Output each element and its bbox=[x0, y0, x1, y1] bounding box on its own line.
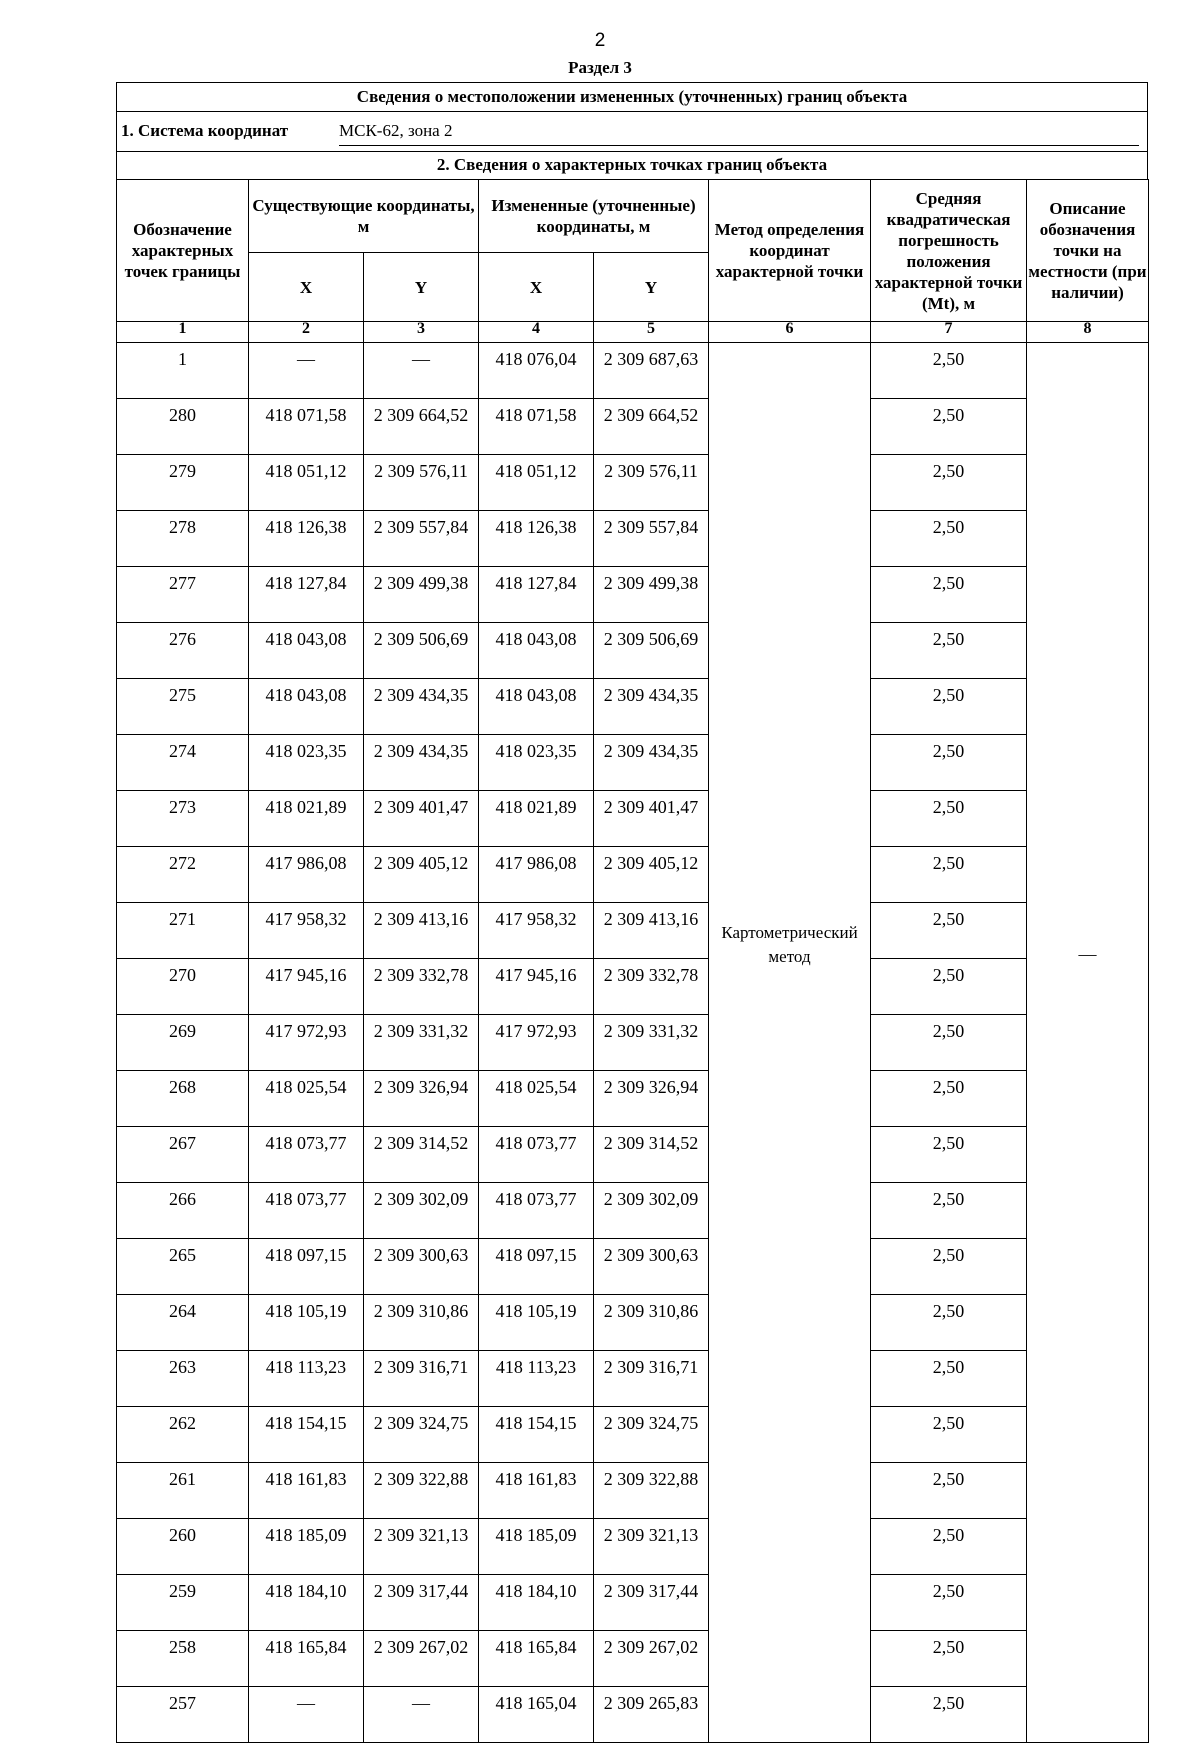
error-cell: 2,50 bbox=[871, 343, 1027, 399]
header-changed-y: Y bbox=[594, 253, 709, 322]
header-existing: Существующие координаты, м bbox=[249, 180, 479, 253]
header-changed-x: X bbox=[479, 253, 594, 322]
point-cell: 265 bbox=[117, 1239, 249, 1295]
point-cell: 269 bbox=[117, 1015, 249, 1071]
existing-y-cell: 2 309 506,69 bbox=[364, 623, 479, 679]
changed-x-cell: 418 184,10 bbox=[479, 1575, 594, 1631]
table-row bbox=[117, 1239, 1149, 1295]
error-cell: 2,50 bbox=[871, 1575, 1027, 1631]
header-error: Средняя квадратическая погрешность положения характерной точки (Mt), м bbox=[871, 180, 1027, 322]
points-title: 2. Сведения о характерных точках границ объекта bbox=[116, 151, 1148, 179]
error-cell: 2,50 bbox=[871, 1351, 1027, 1407]
existing-x-cell: — bbox=[249, 343, 364, 399]
table-row bbox=[117, 1519, 1149, 1575]
changed-x-cell: 418 154,15 bbox=[479, 1407, 594, 1463]
changed-y-cell: 2 309 316,71 bbox=[594, 1351, 709, 1407]
existing-y-cell: 2 309 300,63 bbox=[364, 1239, 479, 1295]
existing-x-cell: 418 165,84 bbox=[249, 1631, 364, 1687]
point-cell: 268 bbox=[117, 1071, 249, 1127]
point-cell: 261 bbox=[117, 1463, 249, 1519]
table-row bbox=[117, 1071, 1149, 1127]
changed-y-cell: 2 309 314,52 bbox=[594, 1127, 709, 1183]
error-cell: 2,50 bbox=[871, 455, 1027, 511]
point-cell: 278 bbox=[117, 511, 249, 567]
error-cell: 2,50 bbox=[871, 1407, 1027, 1463]
changed-x-cell: 418 051,12 bbox=[479, 455, 594, 511]
error-cell: 2,50 bbox=[871, 1687, 1027, 1743]
table-row bbox=[117, 1687, 1149, 1743]
changed-x-cell: 418 165,84 bbox=[479, 1631, 594, 1687]
header-existing-y: Y bbox=[364, 253, 479, 322]
table-row bbox=[117, 791, 1149, 847]
changed-y-cell: 2 309 434,35 bbox=[594, 735, 709, 791]
existing-y-cell: 2 309 332,78 bbox=[364, 959, 479, 1015]
point-cell: 267 bbox=[117, 1127, 249, 1183]
changed-y-cell: 2 309 267,02 bbox=[594, 1631, 709, 1687]
existing-y-cell: 2 309 324,75 bbox=[364, 1407, 479, 1463]
existing-y-cell: 2 309 434,35 bbox=[364, 735, 479, 791]
existing-y-cell: 2 309 310,86 bbox=[364, 1295, 479, 1351]
header-point: Обозначение характерных точек границы bbox=[117, 180, 249, 322]
existing-x-cell: 418 021,89 bbox=[249, 791, 364, 847]
existing-x-cell: 417 986,08 bbox=[249, 847, 364, 903]
error-cell: 2,50 bbox=[871, 1071, 1027, 1127]
column-number: 5 bbox=[594, 322, 709, 343]
existing-y-cell: — bbox=[364, 343, 479, 399]
changed-y-cell: 2 309 499,38 bbox=[594, 567, 709, 623]
changed-y-cell: 2 309 401,47 bbox=[594, 791, 709, 847]
existing-x-cell: 418 071,58 bbox=[249, 399, 364, 455]
changed-x-cell: 418 076,04 bbox=[479, 343, 594, 399]
changed-x-cell: 417 986,08 bbox=[479, 847, 594, 903]
changed-y-cell: 2 309 506,69 bbox=[594, 623, 709, 679]
changed-x-cell: 418 161,83 bbox=[479, 1463, 594, 1519]
method-cell bbox=[709, 343, 871, 1743]
existing-x-cell: 418 184,10 bbox=[249, 1575, 364, 1631]
changed-x-cell: 417 958,32 bbox=[479, 903, 594, 959]
block-title: Сведения о местоположении измененных (уточненных) границ объекта bbox=[116, 82, 1148, 111]
changed-y-cell: 2 309 310,86 bbox=[594, 1295, 709, 1351]
table-row bbox=[117, 903, 1149, 959]
existing-y-cell: 2 309 499,38 bbox=[364, 567, 479, 623]
changed-y-cell: 2 309 687,63 bbox=[594, 343, 709, 399]
point-cell: 272 bbox=[117, 847, 249, 903]
existing-y-cell: 2 309 326,94 bbox=[364, 1071, 479, 1127]
changed-y-cell: 2 309 302,09 bbox=[594, 1183, 709, 1239]
changed-y-cell: 2 309 300,63 bbox=[594, 1239, 709, 1295]
table-row bbox=[117, 1351, 1149, 1407]
error-cell: 2,50 bbox=[871, 1239, 1027, 1295]
point-cell: 280 bbox=[117, 399, 249, 455]
changed-x-cell: 418 071,58 bbox=[479, 399, 594, 455]
changed-y-cell: 2 309 317,44 bbox=[594, 1575, 709, 1631]
table-row bbox=[117, 1127, 1149, 1183]
existing-x-cell: 418 113,23 bbox=[249, 1351, 364, 1407]
existing-x-cell: 418 097,15 bbox=[249, 1239, 364, 1295]
description-cell bbox=[1027, 343, 1149, 1743]
column-number: 8 bbox=[1027, 322, 1149, 343]
column-number: 6 bbox=[709, 322, 871, 343]
coord-system-value: МСК-62, зона 2 bbox=[339, 121, 453, 140]
existing-x-cell: 418 161,83 bbox=[249, 1463, 364, 1519]
point-cell: 262 bbox=[117, 1407, 249, 1463]
column-number: 3 bbox=[364, 322, 479, 343]
existing-x-cell: 417 945,16 bbox=[249, 959, 364, 1015]
column-number: 7 bbox=[871, 322, 1027, 343]
point-cell: 279 bbox=[117, 455, 249, 511]
error-cell: 2,50 bbox=[871, 567, 1027, 623]
existing-y-cell: 2 309 576,11 bbox=[364, 455, 479, 511]
error-cell: 2,50 bbox=[871, 959, 1027, 1015]
existing-y-cell: 2 309 302,09 bbox=[364, 1183, 479, 1239]
table-row bbox=[117, 1015, 1149, 1071]
table-row bbox=[117, 1183, 1149, 1239]
existing-x-cell: 418 051,12 bbox=[249, 455, 364, 511]
table-row bbox=[117, 679, 1149, 735]
header-description: Описание обозначения точки на местности (при наличии) bbox=[1027, 180, 1149, 322]
table-row bbox=[117, 623, 1149, 679]
existing-y-cell: 2 309 664,52 bbox=[364, 399, 479, 455]
existing-y-cell: 2 309 405,12 bbox=[364, 847, 479, 903]
changed-x-cell: 418 021,89 bbox=[479, 791, 594, 847]
changed-x-cell: 418 073,77 bbox=[479, 1183, 594, 1239]
changed-y-cell: 2 309 322,88 bbox=[594, 1463, 709, 1519]
table-row bbox=[117, 735, 1149, 791]
existing-x-cell: 417 958,32 bbox=[249, 903, 364, 959]
existing-y-cell: 2 309 413,16 bbox=[364, 903, 479, 959]
table-row bbox=[117, 1407, 1149, 1463]
point-cell: 1 bbox=[117, 343, 249, 399]
existing-y-cell: 2 309 557,84 bbox=[364, 511, 479, 567]
changed-y-cell: 2 309 324,75 bbox=[594, 1407, 709, 1463]
page-number: 2 bbox=[594, 30, 606, 51]
error-cell: 2,50 bbox=[871, 791, 1027, 847]
changed-y-cell: 2 309 332,78 bbox=[594, 959, 709, 1015]
error-cell: 2,50 bbox=[871, 399, 1027, 455]
table-row bbox=[117, 959, 1149, 1015]
error-cell: 2,50 bbox=[871, 847, 1027, 903]
header-existing-x: X bbox=[249, 253, 364, 322]
changed-x-cell: 418 097,15 bbox=[479, 1239, 594, 1295]
changed-y-cell: 2 309 413,16 bbox=[594, 903, 709, 959]
section-title: Раздел 3 bbox=[568, 58, 632, 77]
point-cell: 266 bbox=[117, 1183, 249, 1239]
changed-x-cell: 418 023,35 bbox=[479, 735, 594, 791]
point-cell: 273 bbox=[117, 791, 249, 847]
changed-y-cell: 2 309 557,84 bbox=[594, 511, 709, 567]
changed-x-cell: 417 945,16 bbox=[479, 959, 594, 1015]
changed-y-cell: 2 309 331,32 bbox=[594, 1015, 709, 1071]
point-cell: 263 bbox=[117, 1351, 249, 1407]
changed-y-cell: 2 309 576,11 bbox=[594, 455, 709, 511]
changed-y-cell: 2 309 405,12 bbox=[594, 847, 709, 903]
changed-y-cell: 2 309 265,83 bbox=[594, 1687, 709, 1743]
existing-x-cell: — bbox=[249, 1687, 364, 1743]
table-row bbox=[117, 1295, 1149, 1351]
table-row bbox=[117, 567, 1149, 623]
point-cell: 277 bbox=[117, 567, 249, 623]
changed-x-cell: 418 126,38 bbox=[479, 511, 594, 567]
error-cell: 2,50 bbox=[871, 1015, 1027, 1071]
changed-x-cell: 418 185,09 bbox=[479, 1519, 594, 1575]
table-row bbox=[117, 847, 1149, 903]
description-value: — bbox=[1078, 944, 1097, 964]
coord-system-row bbox=[116, 111, 1148, 151]
table-row bbox=[117, 1631, 1149, 1687]
changed-x-cell: 418 105,19 bbox=[479, 1295, 594, 1351]
existing-y-cell: 2 309 267,02 bbox=[364, 1631, 479, 1687]
changed-y-cell: 2 309 321,13 bbox=[594, 1519, 709, 1575]
changed-y-cell: 2 309 664,52 bbox=[594, 399, 709, 455]
changed-x-cell: 418 025,54 bbox=[479, 1071, 594, 1127]
changed-x-cell: 418 113,23 bbox=[479, 1351, 594, 1407]
point-cell: 274 bbox=[117, 735, 249, 791]
existing-y-cell: 2 309 317,44 bbox=[364, 1575, 479, 1631]
existing-y-cell: 2 309 322,88 bbox=[364, 1463, 479, 1519]
point-cell: 260 bbox=[117, 1519, 249, 1575]
existing-x-cell: 418 043,08 bbox=[249, 679, 364, 735]
existing-y-cell: 2 309 401,47 bbox=[364, 791, 479, 847]
error-cell: 2,50 bbox=[871, 1631, 1027, 1687]
column-number: 2 bbox=[249, 322, 364, 343]
existing-x-cell: 418 073,77 bbox=[249, 1183, 364, 1239]
header-method: Метод определения координат характерной точки bbox=[709, 180, 871, 322]
existing-y-cell: 2 309 314,52 bbox=[364, 1127, 479, 1183]
error-cell: 2,50 bbox=[871, 623, 1027, 679]
existing-x-cell: 418 023,35 bbox=[249, 735, 364, 791]
point-cell: 264 bbox=[117, 1295, 249, 1351]
existing-y-cell: 2 309 331,32 bbox=[364, 1015, 479, 1071]
error-cell: 2,50 bbox=[871, 1295, 1027, 1351]
point-cell: 270 bbox=[117, 959, 249, 1015]
table-row bbox=[117, 1575, 1149, 1631]
point-cell: 257 bbox=[117, 1687, 249, 1743]
table-row bbox=[117, 455, 1149, 511]
existing-y-cell: 2 309 316,71 bbox=[364, 1351, 479, 1407]
changed-x-cell: 417 972,93 bbox=[479, 1015, 594, 1071]
changed-x-cell: 418 165,04 bbox=[479, 1687, 594, 1743]
error-cell: 2,50 bbox=[871, 1519, 1027, 1575]
header-changed: Измененные (уточненные) координаты, м bbox=[479, 180, 709, 253]
existing-x-cell: 418 025,54 bbox=[249, 1071, 364, 1127]
existing-x-cell: 418 105,19 bbox=[249, 1295, 364, 1351]
error-cell: 2,50 bbox=[871, 679, 1027, 735]
existing-y-cell: — bbox=[364, 1687, 479, 1743]
existing-x-cell: 418 154,15 bbox=[249, 1407, 364, 1463]
method-value: Картометрический метод bbox=[721, 923, 858, 966]
existing-x-cell: 418 073,77 bbox=[249, 1127, 364, 1183]
table-row bbox=[117, 511, 1149, 567]
error-cell: 2,50 bbox=[871, 511, 1027, 567]
point-cell: 276 bbox=[117, 623, 249, 679]
point-cell: 275 bbox=[117, 679, 249, 735]
changed-y-cell: 2 309 326,94 bbox=[594, 1071, 709, 1127]
points-table bbox=[116, 179, 1149, 1743]
changed-x-cell: 418 073,77 bbox=[479, 1127, 594, 1183]
coord-system-underline bbox=[339, 145, 1139, 146]
existing-x-cell: 418 126,38 bbox=[249, 511, 364, 567]
existing-x-cell: 418 043,08 bbox=[249, 623, 364, 679]
error-cell: 2,50 bbox=[871, 1127, 1027, 1183]
changed-y-cell: 2 309 434,35 bbox=[594, 679, 709, 735]
error-cell: 2,50 bbox=[871, 1463, 1027, 1519]
table-row bbox=[117, 399, 1149, 455]
error-cell: 2,50 bbox=[871, 903, 1027, 959]
coord-system-label: 1. Система координат bbox=[121, 121, 289, 140]
table-row bbox=[117, 1463, 1149, 1519]
column-number: 1 bbox=[117, 322, 249, 343]
point-cell: 259 bbox=[117, 1575, 249, 1631]
existing-y-cell: 2 309 434,35 bbox=[364, 679, 479, 735]
point-cell: 258 bbox=[117, 1631, 249, 1687]
error-cell: 2,50 bbox=[871, 1183, 1027, 1239]
existing-x-cell: 417 972,93 bbox=[249, 1015, 364, 1071]
boundary-document bbox=[116, 82, 1148, 1743]
column-number: 4 bbox=[479, 322, 594, 343]
changed-x-cell: 418 127,84 bbox=[479, 567, 594, 623]
changed-x-cell: 418 043,08 bbox=[479, 623, 594, 679]
changed-x-cell: 418 043,08 bbox=[479, 679, 594, 735]
existing-x-cell: 418 127,84 bbox=[249, 567, 364, 623]
point-cell: 271 bbox=[117, 903, 249, 959]
existing-x-cell: 418 185,09 bbox=[249, 1519, 364, 1575]
error-cell: 2,50 bbox=[871, 735, 1027, 791]
existing-y-cell: 2 309 321,13 bbox=[364, 1519, 479, 1575]
table-row bbox=[117, 343, 1149, 399]
